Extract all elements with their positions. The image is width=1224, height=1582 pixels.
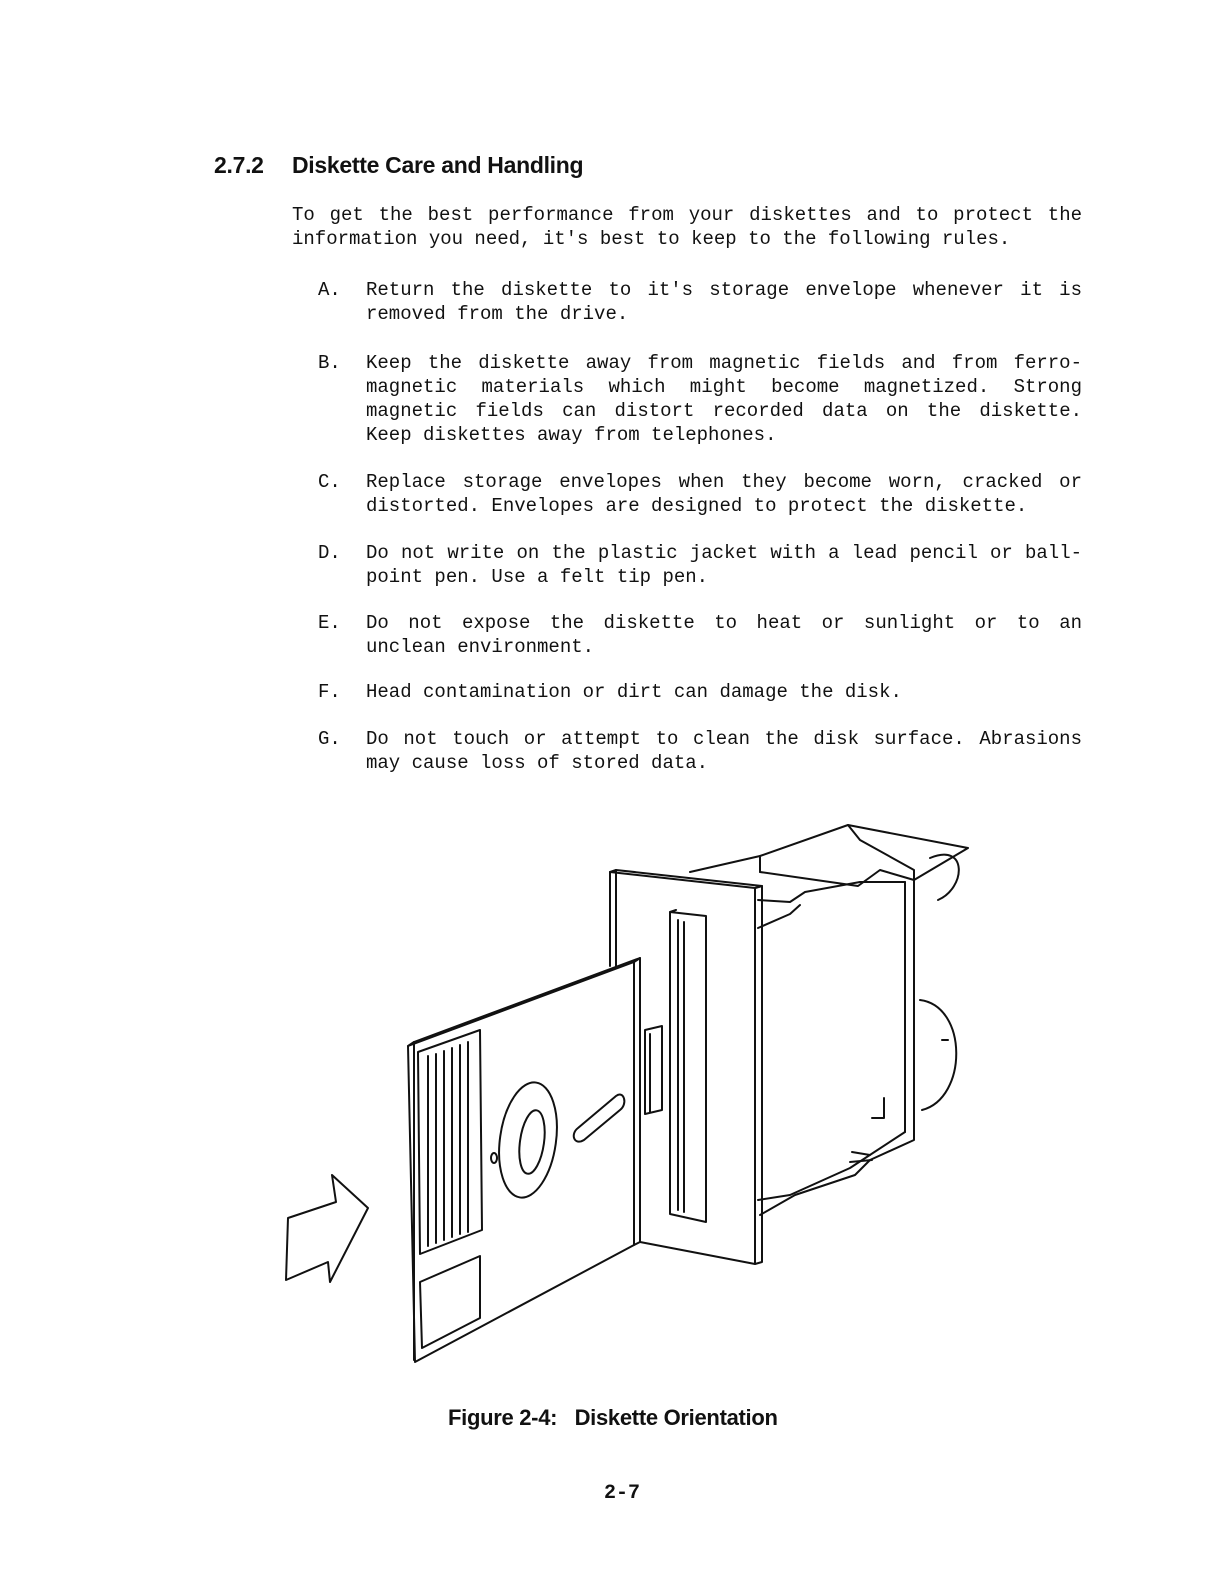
rule-text: Return the diskette to it's storage envelope whenever it is removed from the drive. — [366, 279, 1082, 325]
intro-paragraph: To get the best performance from your diskettes and to protect the information you need, it's best to keep to the following rules. — [292, 204, 1082, 250]
insertion-arrow-icon — [286, 1175, 368, 1282]
rule-text: Replace storage envelopes when they become worn, cracked or distorted. Envelopes are designed to protect the diskette. — [366, 471, 1082, 517]
page-number: 2-7 — [604, 1482, 641, 1505]
rule-letter: E. — [318, 612, 341, 634]
figure-caption: Figure 2-4: Diskette Orientation — [448, 1405, 778, 1430]
rule-text: Do not write on the plastic jacket with a lead pencil or ball-point pen. Use a felt tip pen. — [366, 542, 1082, 588]
rule-text: Do not touch or attempt to clean the disk surface. Abrasions may cause loss of stored data. — [366, 728, 1082, 774]
section-title: Diskette Care and Handling — [292, 152, 584, 178]
rule-letter: B. — [318, 352, 341, 374]
rule-text: Head contamination or dirt can damage the disk. — [366, 681, 902, 703]
section-number: 2.7.2 — [214, 152, 264, 178]
rule-letter: C. — [318, 471, 341, 493]
diskette — [408, 958, 640, 1362]
rule-text: Keep the diskette away from magnetic fields and from ferro-magnetic materials which might become magnetized. Strong magnetic fields can distort recorded data on the diskette. Keep diskettes away from telephones. — [366, 352, 1082, 446]
rule-letter: D. — [318, 542, 341, 564]
rule-letter: A. — [318, 279, 341, 301]
rule-letter: G. — [318, 728, 341, 750]
diskette-orientation-illustration — [280, 815, 980, 1375]
rule-letter: F. — [318, 681, 341, 703]
rule-text: Do not expose the diskette to heat or sunlight or to an unclean environment. — [366, 612, 1082, 658]
